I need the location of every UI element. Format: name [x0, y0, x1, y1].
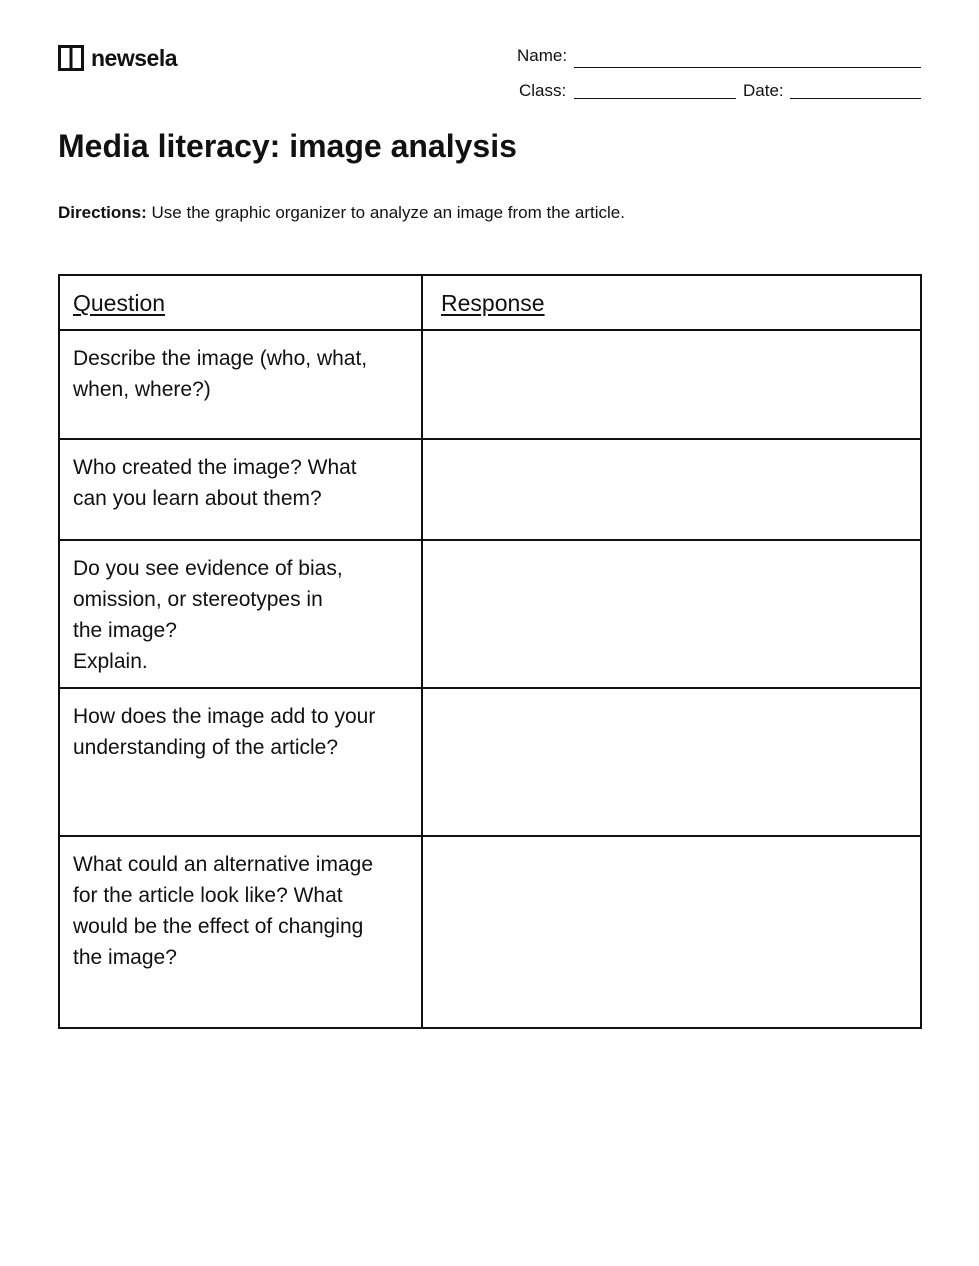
question-cell — [59, 330, 422, 439]
question-cell — [59, 439, 422, 540]
class-field-line[interactable] — [574, 98, 736, 99]
response-cell[interactable] — [422, 540, 921, 688]
response-cell[interactable] — [422, 330, 921, 439]
table-row — [59, 540, 921, 688]
name-field-line[interactable] — [574, 67, 921, 68]
question-cell — [59, 688, 422, 836]
question-column-header — [59, 275, 422, 330]
response-cell[interactable] — [422, 836, 921, 1028]
directions-label: Directions: — [58, 203, 147, 222]
question-text: Describe the image (who, what, when, where?) — [73, 347, 368, 401]
question-cell — [59, 540, 422, 688]
date-field-line[interactable] — [790, 98, 921, 99]
question-text: What could an alternative image for the article look like? What would be the effect of changing the image? — [73, 853, 373, 969]
directions-text: Use the graphic organizer to analyze an image from the article. — [151, 203, 625, 222]
table-header-row — [59, 275, 921, 330]
newsela-book-icon — [58, 45, 84, 71]
class-label: Class: — [519, 81, 567, 100]
graphic-organizer-table — [58, 274, 922, 1029]
directions — [58, 203, 625, 223]
name-label: Name: — [517, 46, 568, 65]
table-row — [59, 439, 921, 540]
question-text: Who created the image? What can you learn about them? — [73, 456, 357, 510]
response-column-header — [422, 275, 921, 330]
question-header-label: Question — [73, 290, 166, 316]
question-text: How does the image add to your understanding of the article? — [73, 705, 376, 759]
table-row — [59, 836, 921, 1028]
question-text: Do you see evidence of bias, omission, or stereotypes in the image? Explain. — [73, 557, 343, 673]
table-row — [59, 330, 921, 439]
date-label: Date: — [743, 81, 784, 100]
table-row — [59, 688, 921, 836]
response-cell[interactable] — [422, 688, 921, 836]
logo-wordmark: newsela — [91, 45, 177, 71]
newsela-logo — [58, 45, 177, 71]
page-title: Media literacy: image analysis — [58, 128, 517, 164]
response-cell[interactable] — [422, 439, 921, 540]
response-header-label: Response — [441, 290, 545, 316]
question-cell — [59, 836, 422, 1028]
